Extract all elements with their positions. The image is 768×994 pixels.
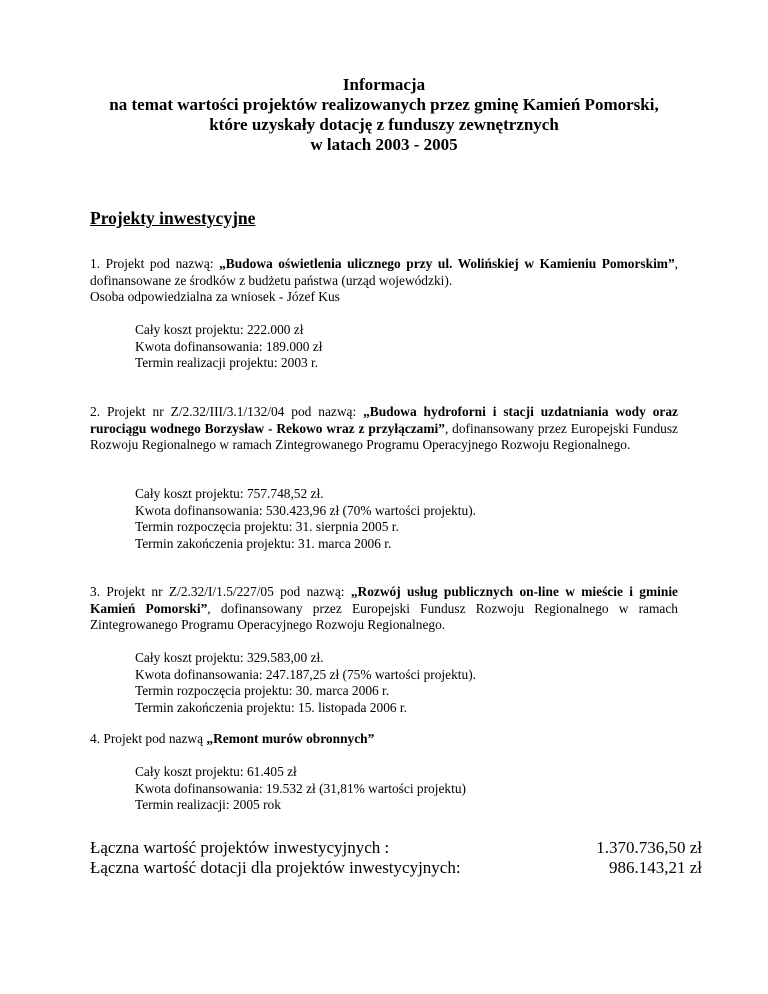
project-3-total-cost: Cały koszt projektu: 329.583,00 zł.	[135, 650, 324, 665]
total-grants-row	[90, 858, 702, 878]
project-1-grant-amount: Kwota dofinansowania: 189.000 zł	[135, 338, 323, 354]
project-1-intro: 1. Projekt pod nazwą:	[90, 256, 220, 271]
project-1-description	[90, 256, 678, 306]
project-1-details	[135, 322, 322, 372]
document-title	[0, 75, 768, 155]
total-projects-value: 1.370.736,50 zł	[596, 838, 702, 857]
project-4-deadline: Termin realizacji: 2005 rok	[135, 797, 281, 812]
project-4-total-cost: Cały koszt projektu: 61.405 zł	[135, 764, 297, 779]
project-3-details	[135, 650, 476, 716]
project-4-details	[135, 764, 466, 814]
title-line-4: w latach 2003 - 2005	[310, 135, 458, 154]
project-4-grant-amount: Kwota dofinansowania: 19.532 zł (31,81% wartości projektu)	[135, 780, 466, 796]
project-2-grant-amount: Kwota dofinansowania: 530.423,96 zł (70% wartości projektu).	[135, 502, 477, 518]
project-4-description	[90, 731, 678, 748]
project-2-description	[90, 404, 678, 454]
project-3-intro: 3. Projekt nr Z/2.32/I/1.5/227/05 pod nazwą:	[90, 584, 351, 599]
project-4-intro: 4. Projekt pod nazwą	[90, 731, 207, 746]
project-1-responsible: Osoba odpowiedzialna za wniosek - Józef Kus	[90, 289, 340, 304]
project-2-details	[135, 486, 476, 552]
total-grants-value: 986.143,21 zł	[608, 858, 702, 877]
section-heading: Projekty inwestycyjne	[90, 208, 256, 228]
title-line-3: które uzyskały dotację z funduszy zewnętrznych	[209, 115, 559, 134]
project-3-end-date: Termin zakończenia projektu: 15. listopada 2006 r.	[135, 699, 408, 715]
project-2-end-date: Termin zakończenia projektu: 31. marca 2006 r.	[135, 535, 392, 551]
project-3-name: „Rozwój usług publicznych on-line w mieście i gminie Kamień Pomorski”	[90, 584, 678, 616]
totals-summary	[90, 838, 702, 878]
title-line-2: na temat wartości projektów realizowanych przez gminę Kamień Pomorski,	[109, 95, 659, 114]
total-projects-label: Łączna wartość projektów inwestycyjnych :	[90, 838, 390, 857]
total-grants-label: Łączna wartość dotacji dla projektów inwestycyjnych:	[90, 858, 461, 877]
project-1-deadline: Termin realizacji projektu: 2003 r.	[135, 355, 319, 370]
project-2-total-cost: Cały koszt projektu: 757.748,52 zł.	[135, 486, 324, 501]
project-3-description	[90, 584, 678, 634]
project-1-funding: , dofinansowane ze środków z budżetu państwa (urząd wojewódzki).	[90, 256, 679, 288]
project-4-name: „Remont murów obronnych”	[206, 731, 375, 746]
project-1-name: „Budowa oświetlenia ulicznego przy ul. Wolińskiej w Kamieniu Pomorskim”	[219, 256, 675, 271]
project-3-grant-amount: Kwota dofinansowania: 247.187,25 zł (75% wartości projektu).	[135, 666, 477, 682]
project-1-total-cost: Cały koszt projektu: 222.000 zł	[135, 322, 304, 337]
project-3-start-date: Termin rozpoczęcia projektu: 30. marca 2006 r.	[135, 683, 390, 698]
project-2-name: „Budowa hydroforni i stacji uzdatniania wody oraz rurociągu wodnego Borzysław - Rekowo wraz z przyłączami”	[90, 404, 678, 436]
project-3-funding: , dofinansowany przez Europejski Fundusz Rozwoju Regionalnego w ramach Zintegrowanego Programu Operacyjnego Rozwoju Regionalnego.	[90, 600, 679, 632]
title-line-1: Informacja	[342, 75, 426, 94]
total-projects-row	[90, 838, 702, 858]
project-2-intro: 2. Projekt nr Z/2.32/III/3.1/132/04 pod nazwą:	[90, 404, 364, 419]
project-2-start-date: Termin rozpoczęcia projektu: 31. sierpnia 2005 r.	[135, 519, 399, 534]
project-2-funding: , dofinansowany przez Europejski Fundusz Rozwoju Regionalnego w ramach Zintegrowanego Programu Operacyjnego Rozwoju Regionalnego.	[90, 420, 679, 452]
